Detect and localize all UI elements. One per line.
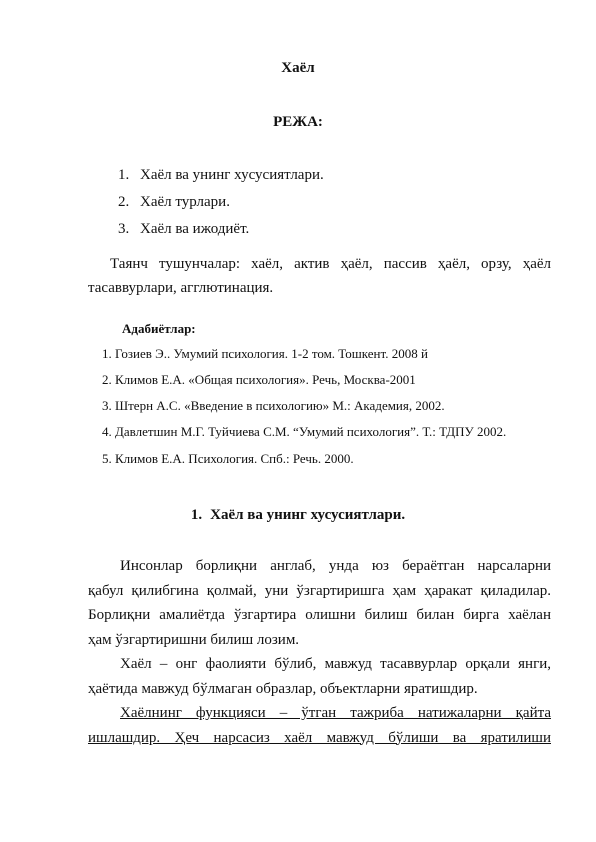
- paragraph: [88, 554, 551, 652]
- plan-item: [118, 221, 249, 238]
- paragraph-line: Хаёл – онг фаолияти бўлиб, мавжуд тасаввурлар орқали янги,: [120, 656, 551, 672]
- plan-item: [118, 167, 324, 184]
- section-heading: [0, 507, 596, 524]
- literature-item: 1. Гозиев Э.. Умумий психология. 1-2 том. Тошкент. 2008 й: [102, 346, 428, 361]
- paragraph: [88, 701, 551, 750]
- literature-item: 3. Штерн А.С. «Введение в психологию» М.: Академия, 2002.: [102, 398, 445, 413]
- literature-item: 4. Давлетшин М.Г. Туйчиева С.М. “Умумий психология”. Т.: ТДПУ 2002.: [102, 424, 507, 439]
- plan-item: [118, 194, 230, 211]
- paragraph: [88, 652, 551, 701]
- plan-item-number: 3.: [118, 221, 130, 237]
- plan-item-text: Хаёл ва ижодиёт.: [140, 221, 250, 237]
- paragraph-line: ишлашдир. Ҳеч нарсасиз хаёл мавжуд бўлиши ва яратилиши: [88, 729, 551, 746]
- paragraph-line: ҳам ўзгартиришни билиш лозим.: [88, 631, 300, 648]
- literature-title: Адабиётлар:: [122, 321, 196, 336]
- paragraph-line: қабул қилибгина қолмай, уни ўзгартиришга ҳам ҳаракат қиладилар.: [88, 582, 551, 599]
- plan-item-text: Хаёл турлари.: [140, 194, 230, 210]
- paragraph-line: Борлиқни амалиётда ўзгартира олишни билиш билан бирга хаёлан: [88, 607, 551, 623]
- section-title: Хаёл ва унинг хусусиятлари.: [210, 507, 406, 523]
- plan-item-text: Хаёл ва унинг хусусиятлари.: [140, 167, 324, 183]
- plan-item-number: 1.: [118, 167, 130, 183]
- key-concepts: [88, 252, 551, 300]
- paragraph-line: ҳаётида мавжуд бўлмаган образлар, объектларни яратишдир.: [88, 680, 478, 697]
- section-number: 1.: [190, 507, 203, 523]
- paragraph-line: Хаёлнинг функцияси – ўтган тажриба натижаларни қайта: [120, 705, 551, 721]
- key-concepts-line: тасаввурлари, агглютинация.: [88, 280, 274, 296]
- plan-item-number: 2.: [118, 194, 130, 210]
- paragraph-line: Инсонлар борлиқни англаб, унда юз бераётган нарсаларни: [120, 558, 551, 574]
- plan-title: РЕЖА:: [273, 114, 323, 130]
- document-title: Хаёл: [281, 60, 315, 76]
- key-concepts-line: Таянч тушунчалар: хаёл, актив ҳаёл, пассив ҳаёл, орзу, ҳаёл: [110, 256, 551, 272]
- literature-item: 2. Климов Е.А. «Общая психология». Речь, Москва-2001: [102, 372, 416, 387]
- literature-item: 5. Климов Е.А. Психология. Спб.: Речь. 2000.: [102, 451, 354, 466]
